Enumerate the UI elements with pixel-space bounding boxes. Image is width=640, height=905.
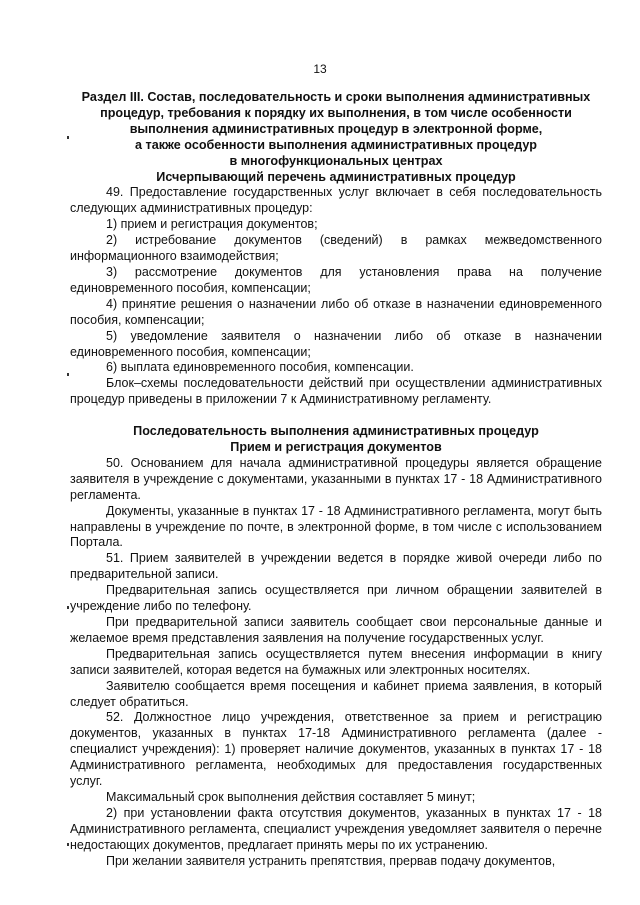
list-item: 2) истребование документов (сведений) в рамках межведомственного информационного взаимодействия; bbox=[70, 233, 602, 264]
scan-mark bbox=[67, 843, 69, 846]
section-title-line: Раздел III. Состав, последовательность и сроки выполнения административных bbox=[81, 90, 591, 104]
page-number: 13 bbox=[313, 62, 327, 76]
paragraph: 52. Должностное лицо учреждения, ответственное за прием и регистрацию документов, указанных в пунктах 17-18 Административного регламента (далее - специалист учреждения): 1) проверяет наличие документов, указанных в пунктах 17 - 18 Административного регламента, необходимых для предоставления государственных услуг. bbox=[70, 710, 602, 789]
paragraph: 50. Основанием для начала административной процедуры является обращение заявителя в учреждение с документами, указанными в пунктах 17 - 18 Административного регламента. bbox=[70, 455, 602, 502]
paragraph: Предварительная запись осуществляется при личном обращении заявителей в учреждение либо по телефону. bbox=[70, 583, 602, 614]
subtitle-line: Прием и регистрация документов bbox=[230, 440, 442, 455]
document-body bbox=[70, 90, 602, 870]
list-item: 6) выплата единовременного пособия, компенсации. bbox=[106, 360, 414, 375]
section-title-line: в многофункциональных центрах bbox=[229, 153, 443, 168]
subtitle-line: Последовательность выполнения административных процедур bbox=[133, 424, 539, 439]
list-item: 5) уведомление заявителя о назначении либо об отказе в назначении единовременного пособия, компенсации; bbox=[70, 328, 602, 359]
paragraph: Блок–схемы последовательности действий при осуществлении административных процедур приведены в приложении 7 к Административному регламенту. bbox=[70, 376, 602, 407]
list-item: 3) рассмотрение документов для установления права на получение единовременного пособия, компенсации; bbox=[70, 264, 602, 295]
subtitle-procedures-list: Исчерпывающий перечень административных процедур bbox=[156, 169, 516, 184]
paragraph: При предварительной записи заявитель сообщает свои персональные данные и желаемое время представления заявления на получение государственных услуг. bbox=[70, 615, 602, 645]
paragraph: При желании заявителя устранить препятствия, прервав подачу документов, bbox=[106, 853, 556, 868]
subtitle-sequence bbox=[70, 424, 602, 456]
scan-mark bbox=[67, 136, 69, 139]
paragraph: Предварительная запись осуществляется путем внесения информации в книгу записи заявителей, которая ведется на бумажных или электронных носителях. bbox=[70, 646, 602, 677]
paragraph: 51. Прием заявителей в учреждении ведется в порядке живой очереди либо по предварительной записи. bbox=[70, 551, 602, 582]
list-item: 1) прием и регистрация документов; bbox=[106, 217, 318, 232]
paragraph: Документы, указанные в пунктах 17 - 18 Административного регламента, могут быть направлены в учреждение по почте, в электронной форме, в том числе с использованием Портала. bbox=[70, 503, 602, 550]
section-title-line: выполнения административных процедур в электронной форме, bbox=[129, 121, 543, 136]
paragraph: Максимальный срок выполнения действия составляет 5 минут; bbox=[106, 789, 476, 804]
scan-mark bbox=[67, 373, 69, 376]
paragraph: 2) при установлении факта отсутствия документов, указанных в пунктах 17 - 18 Административного регламента, специалист учреждения уведомляет заявителя о перечне недостающих документов, предлагает принять меры по их устранению. bbox=[70, 805, 602, 852]
paragraph: Заявителю сообщается время посещения и кабинет приема заявления, в который следует обратиться. bbox=[70, 678, 602, 709]
section-title bbox=[70, 90, 602, 170]
section-title-line: процедур, требования к порядку их выполнения, в том числе особенности bbox=[100, 105, 572, 120]
scan-mark bbox=[67, 606, 69, 609]
list-item: 4) принятие решения о назначении либо об отказе в назначении единовременного пособия, компенсации; bbox=[70, 296, 602, 327]
section-title-line: а также особенности выполнения административных процедур bbox=[135, 137, 537, 152]
paragraph: 49. Предоставление государственных услуг включает в себя последовательность следующих административных процедур: bbox=[70, 185, 602, 216]
